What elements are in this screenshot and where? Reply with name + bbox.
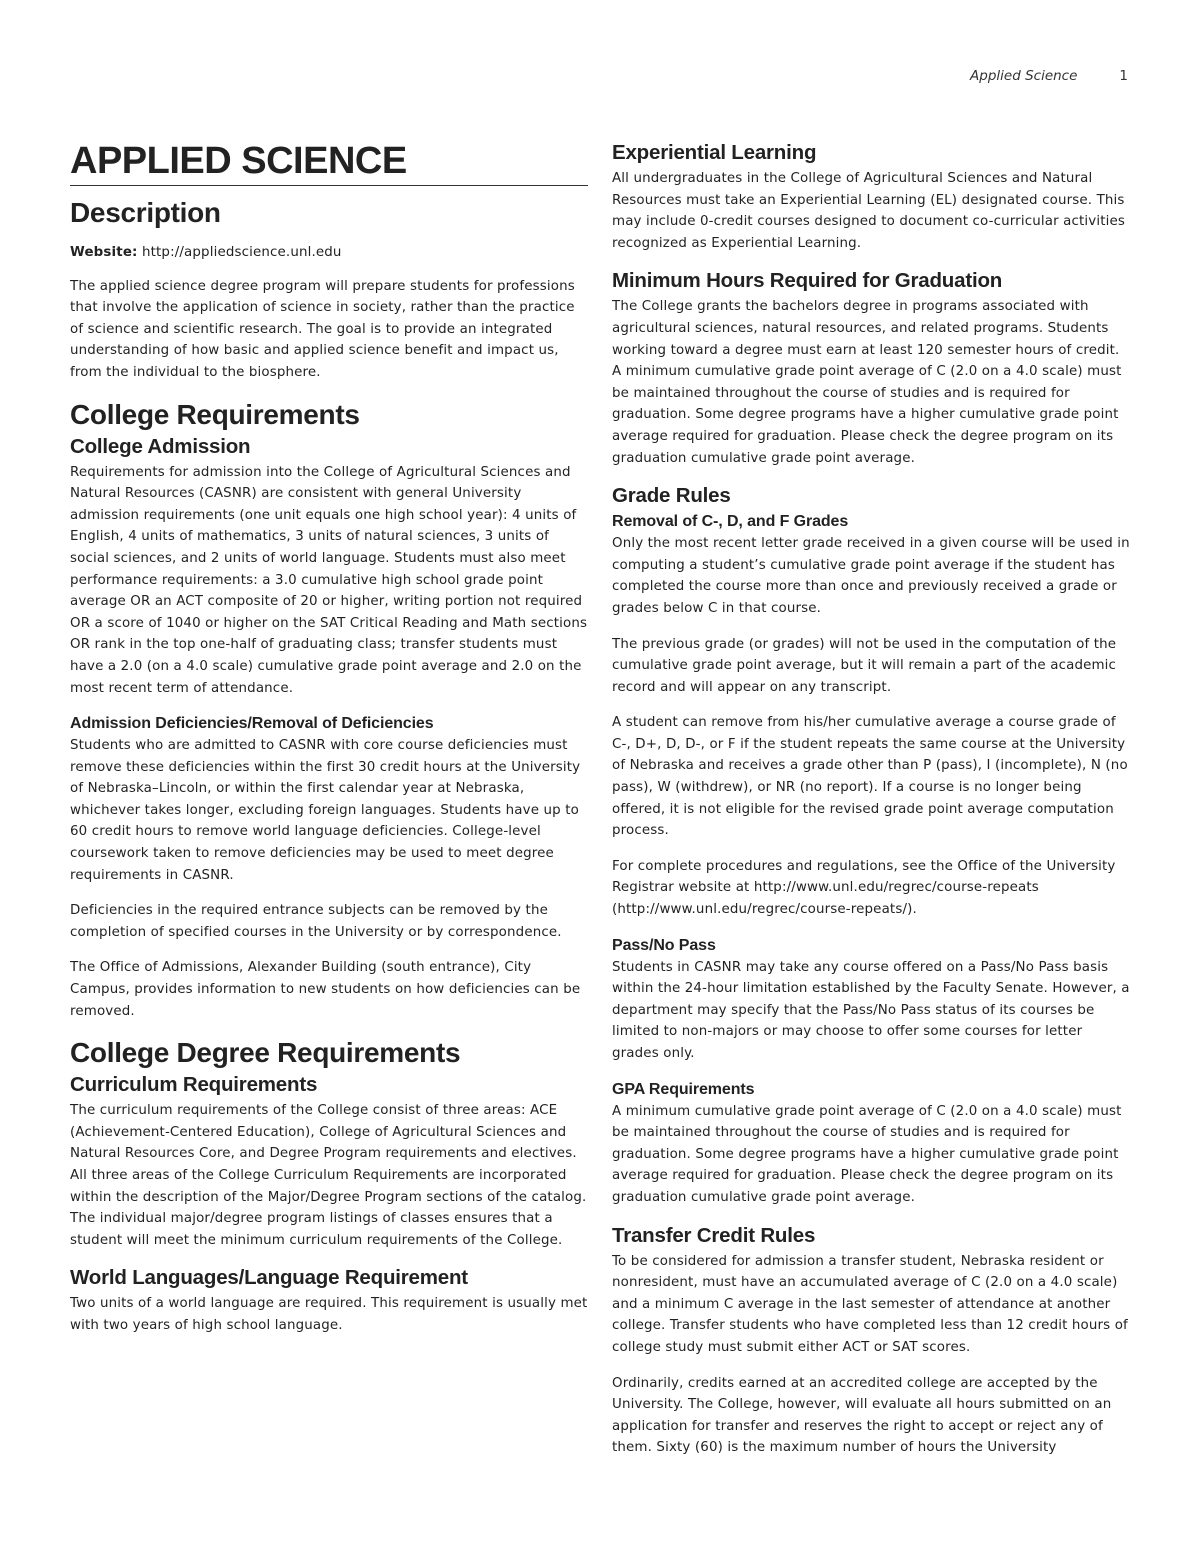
grade-rules-heading: Grade Rules — [612, 484, 731, 508]
gpa-paragraph: A minimum cumulative grade point average of C (2.0 on a 4.0 scale) must be maintained throughout the course of studies and is required for graduation. Some degree programs have a higher cumulative grade point average required for graduation. Please check the degree program on its graduation cumulative grade point average. — [612, 1103, 1122, 1205]
curriculum-heading: Curriculum Requirements — [70, 1073, 318, 1097]
description-paragraph: The applied science degree program will prepare students for professions that involve the application of science in society, rather than the practice of science and scientific research. The goal is to provide an integrated understanding of how basic and applied science benefit and impact us, from the individual to the biosphere. — [70, 278, 575, 380]
college-requirements-heading: College Requirements — [70, 398, 360, 430]
experiential-paragraph: All undergraduates in the College of Agricultural Sciences and Natural Resources must take an Experiential Learning (EL) designated course. This may include 0-credit courses designed to document co-curricular activities recognized as Experiential Learning. — [612, 171, 1126, 251]
deficiencies-paragraph: Deficiencies in the required entrance subjects can be removed by the completion of specified courses in the University or by correspondence. — [70, 903, 562, 940]
removal-paragraph: A student can remove from his/her cumulative average a course grade of C-, D+, D, D-, or F if the student repeats the same course at the University of Nebraska and receives a grade other than P (pass), I (incomplete), N (no pass), W (withdrew), or NR (no report). If a course is no longer being offered, it is not eligible for the revised grade point average computation process. — [612, 715, 1128, 839]
experiential-heading: Experiential Learning — [612, 141, 817, 164]
transfer-paragraph: Ordinarily, credits earned at an accredited college are accepted by the University. The College, however, will evaluate all hours submitted on an application for transfer and reserves the right to accept or reject any of them. Sixty (60) is the maximum number of hours the University — [612, 1375, 1112, 1456]
transfer-heading: Transfer Credit Rules — [612, 1223, 816, 1247]
website-line — [70, 242, 588, 264]
degree-requirements-heading: College Degree Requirements — [70, 1037, 461, 1069]
removal-paragraph: For complete procedures and regulations, see the Office of the University Registrar website at http://www.unl.edu/regrec/course-repeats (http://www.unl.edu/regrec/course-repeats/). — [612, 858, 1116, 918]
page-number: 1 — [1119, 68, 1128, 84]
transfer-paragraph: To be considered for admission a transfer student, Nebraska resident or nonresident, must have an accumulated average of C (2.0 on a 4.0 scale) and a minimum C average in the last semester of attendance at another college. Transfer students who have completed less than 12 credit hours of college study must submit either ACT or SAT scores. — [612, 1253, 1128, 1355]
page-title: APPLIED SCIENCE — [70, 140, 588, 186]
language-paragraph: Two units of a world language are required. This requirement is usually met with two years of high school language. — [70, 1296, 588, 1333]
website-label: Website: — [70, 245, 138, 260]
description-heading: Description — [70, 197, 221, 228]
removal-grades-heading: Removal of C-, D, and F Grades — [612, 513, 849, 531]
minimum-hours-paragraph: The College grants the bachelors degree in programs associated with agricultural sciences, natural resources, and related programs. Students working toward a degree must earn at least 120 semester hours of credit. A minimum cumulative grade point average of C (2.0 on a 4.0 scale) must be maintained throughout the course of studies and is required for graduation. Some degree programs have a higher cumulative grade point average required for graduation. Please check the degree program on its graduation cumulative grade point average. — [612, 299, 1122, 466]
left-column — [70, 140, 588, 1351]
minimum-hours-heading: Minimum Hours Required for Graduation — [612, 269, 1003, 293]
deficiencies-paragraph: The Office of Admissions, Alexander Building (south entrance), City Campus, provides information to new students on how deficiencies can be removed. — [70, 960, 581, 1019]
pass-no-pass-paragraph: Students in CASNR may take any course offered on a Pass/No Pass basis within the 24-hour limitation established by the Faculty Senate. However, a department may specify that the Pass/No Pass status of its courses be limited to non-majors or may choose to offer some courses for letter grades only. — [612, 959, 1130, 1061]
deficiencies-paragraph: Students who are admitted to CASNR with core course deficiencies must remove these deficiencies within the first 30 credit hours at the University of Nebraska–Lincoln, or within the first calendar year at Nebraska, whichever takes longer, excluding foreign languages. Students have up to 60 credit hours to remove world language deficiencies. College-level coursework taken to remove deficiencies may be used to meet degree requirements in CASNR. — [70, 738, 581, 883]
website-link[interactable]: http://appliedscience.unl.edu — [141, 245, 342, 260]
college-admission-paragraph: Requirements for admission into the College of Agricultural Sciences and Natural Resources (CASNR) are consistent with general University admission requirements (one unit equals one high school year): 4 units of English, 4 units of mathematics, 3 units of natural sciences, 3 units of social sciences, and 2 units of world language. Students must also meet performance requirements: a 3.0 cumulative high school grade point average OR an ACT composite of 20 or higher, writing portion not required OR a score of 1040 or higher on the SAT Critical Reading and Math sections OR rank in the top one-half of graduating class; transfer students must have a 2.0 (on a 4.0 scale) cumulative grade point average and 2.0 on the most recent term of attendance. — [70, 464, 588, 696]
removal-paragraph: Only the most recent letter grade received in a given course will be used in computing a student’s cumulative grade point average if the student has completed the course more than once and previously received a grade or grades below C in that course. — [612, 536, 1130, 616]
deficiencies-heading: Admission Deficiencies/Removal of Deficiencies — [70, 715, 434, 733]
language-heading: World Languages/Language Requirement — [70, 1266, 468, 1290]
right-column — [612, 140, 1132, 1473]
pass-no-pass-heading: Pass/No Pass — [612, 936, 716, 954]
running-header — [970, 68, 1128, 84]
college-admission-heading: College Admission — [70, 434, 251, 458]
gpa-heading: GPA Requirements — [612, 1080, 755, 1098]
running-title: Applied Science — [970, 68, 1078, 84]
removal-paragraph: The previous grade (or grades) will not be used in the computation of the cumulative grade point average, but it will remain a part of the academic record and will appear on any transcript. — [612, 636, 1117, 695]
curriculum-paragraph: The curriculum requirements of the College consist of three areas: ACE (Achievement-Centered Education), College of Agricultural Sciences and Natural Resources Core, and Degree Program requirements and electives. All three areas of the College Curriculum Requirements are incorporated within the description of the Major/Degree Program sections of the catalog. The individual major/degree program listings of classes ensures that a student will meet the minimum curriculum requirements of the College. — [70, 1103, 587, 1248]
